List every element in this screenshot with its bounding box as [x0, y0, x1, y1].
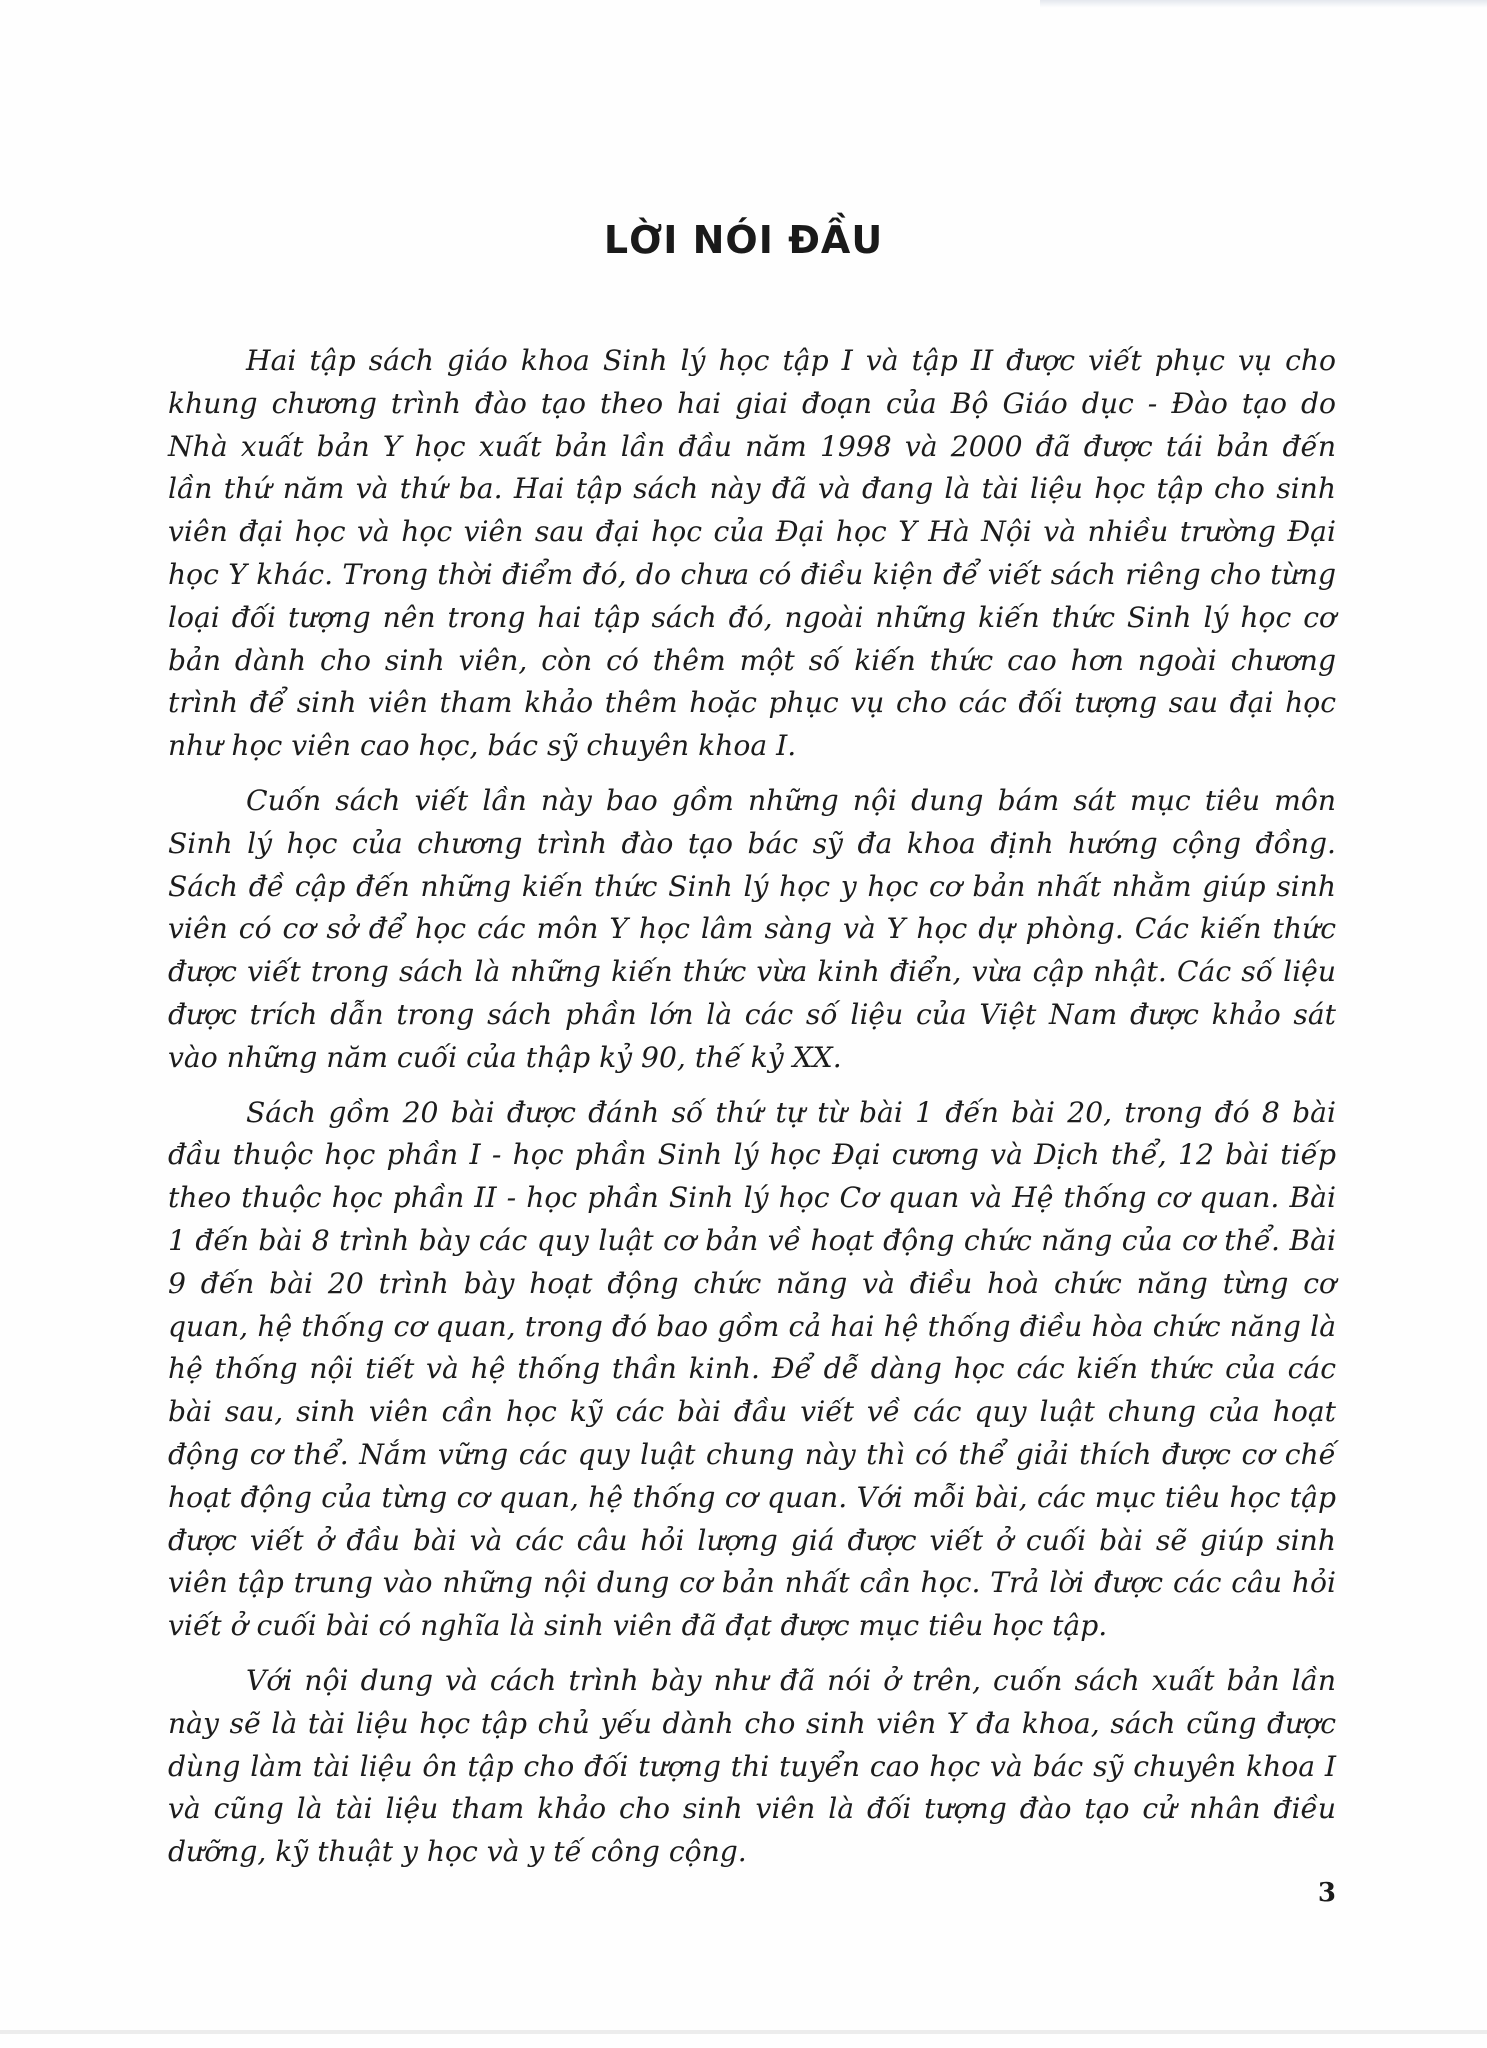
paragraph	[168, 1660, 1336, 1874]
text-line: quan, hệ thống cơ quan, trong đó bao gồm cả hai hệ thống điều hòa chức năng là	[168, 1309, 1336, 1343]
text-line: Sách đề cập đến những kiến thức Sinh lý học y học cơ bản nhất nhằm giúp sinh	[168, 869, 1336, 903]
text-line: Sinh lý học của chương trình đào tạo bác sỹ đa khoa định hướng cộng đồng.	[168, 826, 1336, 860]
text-line: theo thuộc học phần II - học phần Sinh lý học Cơ quan và Hệ thống cơ quan. Bài	[168, 1181, 1336, 1215]
text-line: dùng làm tài liệu ôn tập cho đối tượng thi tuyển cao học và bác sỹ chuyên khoa I	[168, 1749, 1336, 1783]
text-line: và cũng là tài liệu tham khảo cho sinh viên là đối tượng đào tạo cử nhân điều	[168, 1792, 1336, 1826]
text-line: bản dành cho sinh viên, còn có thêm một số kiến thức cao hơn ngoài chương	[168, 643, 1336, 677]
text-line: loại đối tượng nên trong hai tập sách đó, ngoài những kiến thức Sinh lý học cơ	[168, 600, 1336, 634]
text-line: trình để sinh viên tham khảo thêm hoặc phục vụ cho các đối tượng sau đại học	[168, 686, 1336, 720]
text-line: dưỡng, kỹ thuật y học và y tế công cộng.	[168, 1835, 747, 1869]
text-line: động cơ thể. Nắm vững các quy luật chung này thì có thể giải thích được cơ chế	[168, 1437, 1336, 1471]
text-line: được trích dẫn trong sách phần lớn là các số liệu của Việt Nam được khảo sát	[168, 997, 1336, 1031]
text-line: viết ở cuối bài có nghĩa là sinh viên đã đạt được mục tiêu học tập.	[168, 1609, 1108, 1643]
text-line: hoạt động của từng cơ quan, hệ thống cơ quan. Với mỗi bài, các mục tiêu học tập	[168, 1480, 1336, 1514]
page-number: 3	[1317, 1878, 1336, 1908]
text-line: này sẽ là tài liệu học tập chủ yếu dành cho sinh viên Y đa khoa, sách cũng được	[168, 1706, 1336, 1740]
text-line: đầu thuộc học phần I - học phần Sinh lý học Đại cương và Dịch thể, 12 bài tiếp	[168, 1138, 1336, 1172]
text-line: được viết ở đầu bài và các câu hỏi lượng giá được viết ở cuối bài sẽ giúp sinh	[168, 1523, 1336, 1557]
paragraph	[168, 780, 1336, 1080]
text-line: Nhà xuất bản Y học xuất bản lần đầu năm 1998 và 2000 đã được tái bản đến	[168, 429, 1336, 463]
text-line: như học viên cao học, bác sỹ chuyên khoa I.	[168, 729, 797, 763]
text-line: bài sau, sinh viên cần học kỹ các bài đầu viết về các quy luật chung của hoạt	[168, 1395, 1336, 1429]
paragraph	[168, 340, 1336, 768]
text-line: viên tập trung vào những nội dung cơ bản nhất cần học. Trả lời được các câu hỏi	[168, 1566, 1336, 1600]
text-line: vào những năm cuối của thập kỷ 90, thế kỷ XX.	[168, 1040, 842, 1074]
text-line: viên đại học và học viên sau đại học của Đại học Y Hà Nội và nhiều trường Đại	[168, 515, 1336, 549]
text-line: Cuốn sách viết lần này bao gồm những nội dung bám sát mục tiêu môn	[246, 783, 1336, 817]
paragraph	[168, 1092, 1336, 1648]
text-line: học Y khác. Trong thời điểm đó, do chưa có điều kiện để viết sách riêng cho từng	[168, 557, 1336, 591]
text-line: 9 đến bài 20 trình bày hoạt động chức năng và điều hoà chức năng từng cơ	[168, 1266, 1336, 1300]
text-line: được viết trong sách là những kiến thức vừa kinh điển, vừa cập nhật. Các số liệu	[168, 955, 1336, 989]
text-line: viên có cơ sở để học các môn Y học lâm sàng và Y học dự phòng. Các kiến thức	[168, 912, 1336, 946]
body-text	[168, 340, 1336, 1886]
scan-bottom-edge	[0, 2030, 1487, 2034]
text-line: Với nội dung và cách trình bày như đã nói ở trên, cuốn sách xuất bản lần	[246, 1663, 1336, 1697]
page-title: LỜI NÓI ĐẦU	[603, 218, 884, 262]
text-line: hệ thống nội tiết và hệ thống thần kinh. Để dễ dàng học các kiến thức của các	[168, 1352, 1336, 1386]
text-line: lần thứ năm và thứ ba. Hai tập sách này đã và đang là tài liệu học tập cho sinh	[168, 472, 1336, 506]
scan-edge	[1040, 0, 1487, 8]
text-line: Sách gồm 20 bài được đánh số thứ tự từ bài 1 đến bài 20, trong đó 8 bài	[246, 1095, 1336, 1129]
text-line: Hai tập sách giáo khoa Sinh lý học tập I và tập II được viết phục vụ cho	[246, 344, 1336, 377]
text-line: 1 đến bài 8 trình bày các quy luật cơ bản về hoạt động chức năng của cơ thể. Bài	[168, 1223, 1336, 1257]
text-line: khung chương trình đào tạo theo hai giai đoạn của Bộ Giáo dục - Đào tạo do	[168, 386, 1336, 420]
